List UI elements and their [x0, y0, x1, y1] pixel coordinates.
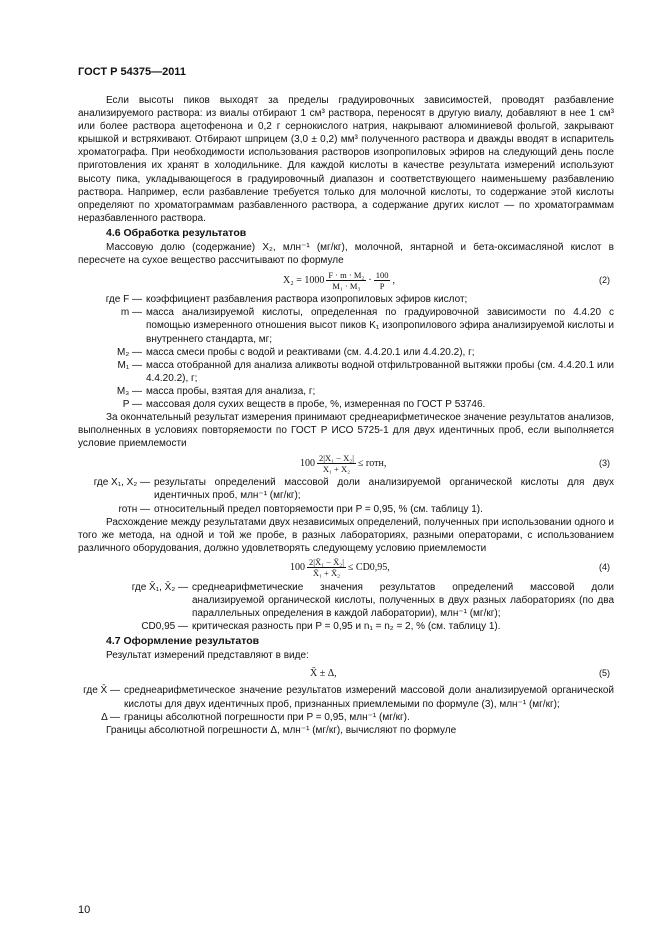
formula-4	[78, 555, 614, 581]
formula-3-number: (3)	[599, 457, 610, 468]
where-item	[78, 711, 614, 724]
where-desc: критическая разность при P = 0,95 и n₁ = n₂ = 2, % (см. таблицу 1).	[192, 621, 501, 633]
formula-4-number: (4)	[599, 562, 610, 573]
paragraph-dilution: Если высоты пиков выходят за пределы градуировочных зависимостей, проводят разбавление анализируемого раствора: из виалы отбирают 1 см³ раствора, переносят в другую виалу, добавляют в нее 1 см³ или более раствора ацетофенона и 0,2 г сернокислого натрия, накрывают алюминиевой фольгой, закрывают крышкой и встряхивают. Отбирают шприцем (3,0 ± 0,2) мм³ полученного раствора и дважды вводят в испаритель хроматографа. При необходимости использования растворов изопропиловых эфиров на следующий день после приготовления их хранят в холодильнике. Для каждой кислоты в качестве результата измерений используют высоту пика, укладывающегося в градуировочный диапазон и соответствующего наименьшему разбавлению раствора. Например, если разбавление требуется только для молочной кислоты, то содержание этой кислоты определяют по хроматограммам разбавленного раствора, а содержание других кислот — по хроматограммам неразбавленного раствора.	[78, 95, 614, 224]
formula-5-expr: X̄ ± Δ,	[310, 667, 337, 679]
where-list-4	[78, 684, 614, 723]
document-header: ГОСТ Р 54375—2011	[78, 66, 186, 78]
where-item	[78, 306, 614, 345]
where-term: где F —	[105, 294, 142, 306]
formula-2-dot: ·	[368, 274, 372, 286]
where-item	[78, 385, 614, 398]
where-term: Δ —	[101, 711, 120, 723]
formula-2-num2: 100	[375, 269, 389, 280]
where-list-2	[78, 476, 614, 515]
paragraph-error-bounds: Границы абсолютной погрешности Δ, млн⁻¹ (мг/кг), вычисляют по формуле	[106, 724, 457, 736]
where-term: CD0,95 —	[141, 621, 188, 633]
formula-2-number: (2)	[599, 274, 610, 285]
formula-2-den: M₁ · M₃	[332, 280, 361, 291]
formula-4-lhs: 100	[290, 562, 305, 574]
where-desc: масса анализируемой кислоты, определенная по градуировочной зависимости по 4.4.20 с помощью измеренного отношения высот пиков K₁ изопропилового эфира анализируемой кислоты и внутреннего стандарта, мг;	[146, 307, 614, 345]
where-item	[78, 293, 614, 306]
formula-3-den: X₁ + X₂	[322, 463, 351, 474]
where-item	[78, 581, 614, 620]
where-term: m —	[120, 307, 142, 319]
formula-3-rhs: ≤ rотн,	[357, 457, 387, 469]
where-desc: масса пробы, взятая для анализа, г;	[146, 385, 316, 397]
where-list-3	[78, 581, 614, 633]
where-desc: границы абсолютной погрешности при P = 0,95, млн⁻¹ (мг/кг).	[124, 711, 410, 723]
formula-2	[78, 267, 614, 293]
where-item	[78, 503, 614, 516]
paragraph-result-form: Результат измерений представляют в виде:	[106, 650, 309, 662]
where-term: M₂ —	[117, 346, 142, 358]
formula-2-lhs: X₂ = 1000	[283, 274, 325, 286]
where-term: P —	[122, 398, 142, 410]
where-desc: среднеарифметическое значение результатов измерений массовой доли анализируемой органической кислоты для двух идентичных проб, признанных приемлемыми по формуле (3), млн⁻¹ (мг/кг);	[124, 685, 614, 710]
document-body	[78, 94, 614, 737]
paragraph-mass-fraction: Массовую долю (содержание) X₂, млн⁻¹ (мг/кг), молочной, янтарной и бета-оксимасляной кислот в пересчете на сухое вещество рассчитывают по формуле	[78, 242, 614, 267]
where-item	[78, 476, 614, 502]
paragraph-reproducibility: Расхождение между результатами двух независимых определений, полученных при использовании одного и того же метода, на одной и той же пробе, в разных лабораториях, разными операторами, с использованием различного оборудования, должно удовлетворять следующему условию приемлемости	[78, 516, 614, 554]
section-heading-4-6: 4.6 Обработка результатов	[106, 226, 247, 239]
where-term: M₁ —	[117, 359, 142, 371]
page-number: 10	[78, 904, 91, 916]
formula-2-tail: ,	[392, 274, 395, 286]
where-desc: коэффициент разбавления раствора изопропиловых эфиров кислот;	[146, 294, 468, 306]
formula-5-number: (5)	[599, 667, 610, 678]
where-desc: масса отобранной для анализа аликвоты водной отфильтрованной вытяжки пробы (см. 4.4.20.1 или 4.4.20.2), г;	[146, 359, 614, 384]
formula-2-den2: P	[379, 280, 385, 291]
where-desc: масса смеси пробы с водой и реактивами (см. 4.4.20.1 или 4.4.20.2), г;	[146, 346, 475, 358]
formula-3-num: 2|X₁ − X₂|	[319, 452, 354, 463]
where-item	[78, 398, 614, 411]
paragraph-final-result: За окончательный результат измерения принимают среднеарифметическое значение результатов анализов, выполненных в условиях повторяемости по ГОСТ Р ИСО 5725-1 для двух идентичных проб, если выполняется условие приемлемости	[78, 412, 614, 450]
formula-4-num: 2|X̄₁ − X̄₂|	[309, 557, 344, 568]
formula-4-rhs: ≤ CD0,95,	[347, 562, 390, 574]
where-list-1	[78, 293, 614, 411]
where-desc: относительный предел повторяемости при P = 0,95, % (см. таблицу 1).	[154, 503, 483, 515]
formula-5	[78, 662, 614, 684]
where-term: где X₁, X₂ —	[93, 477, 150, 489]
where-item	[78, 684, 614, 710]
where-desc: результаты определений массовой доли анализируемой органической кислоты для двух идентичных проб, млн⁻¹ (мг/кг);	[154, 477, 614, 502]
where-item	[78, 620, 614, 633]
where-term: где X̄₁, X̄₂ —	[131, 581, 188, 593]
where-term: rотн —	[118, 503, 150, 515]
where-desc: среднеарифметические значения результатов определений массовой доли анализируемой органической кислоты, полученных в двух разных лабораториях (по два параллельных определения в каждой лаборатории), млн⁻¹ (мг/кг);	[192, 581, 614, 620]
where-desc: массовая доля сухих веществ в пробе, %, измеренная по ГОСТ Р 53746.	[146, 398, 486, 410]
formula-3-lhs: 100	[300, 457, 315, 469]
section-heading-4-7: 4.7 Оформление результатов	[106, 635, 260, 648]
where-term: M₃ —	[116, 385, 142, 397]
where-term: где X̄ —	[83, 685, 120, 697]
formula-4-den: X̄₁ + X̄₂	[312, 568, 341, 579]
formula-3	[78, 450, 614, 476]
where-item	[78, 346, 614, 359]
where-item	[78, 359, 614, 385]
formula-2-num: F · m · M₂	[328, 269, 365, 280]
